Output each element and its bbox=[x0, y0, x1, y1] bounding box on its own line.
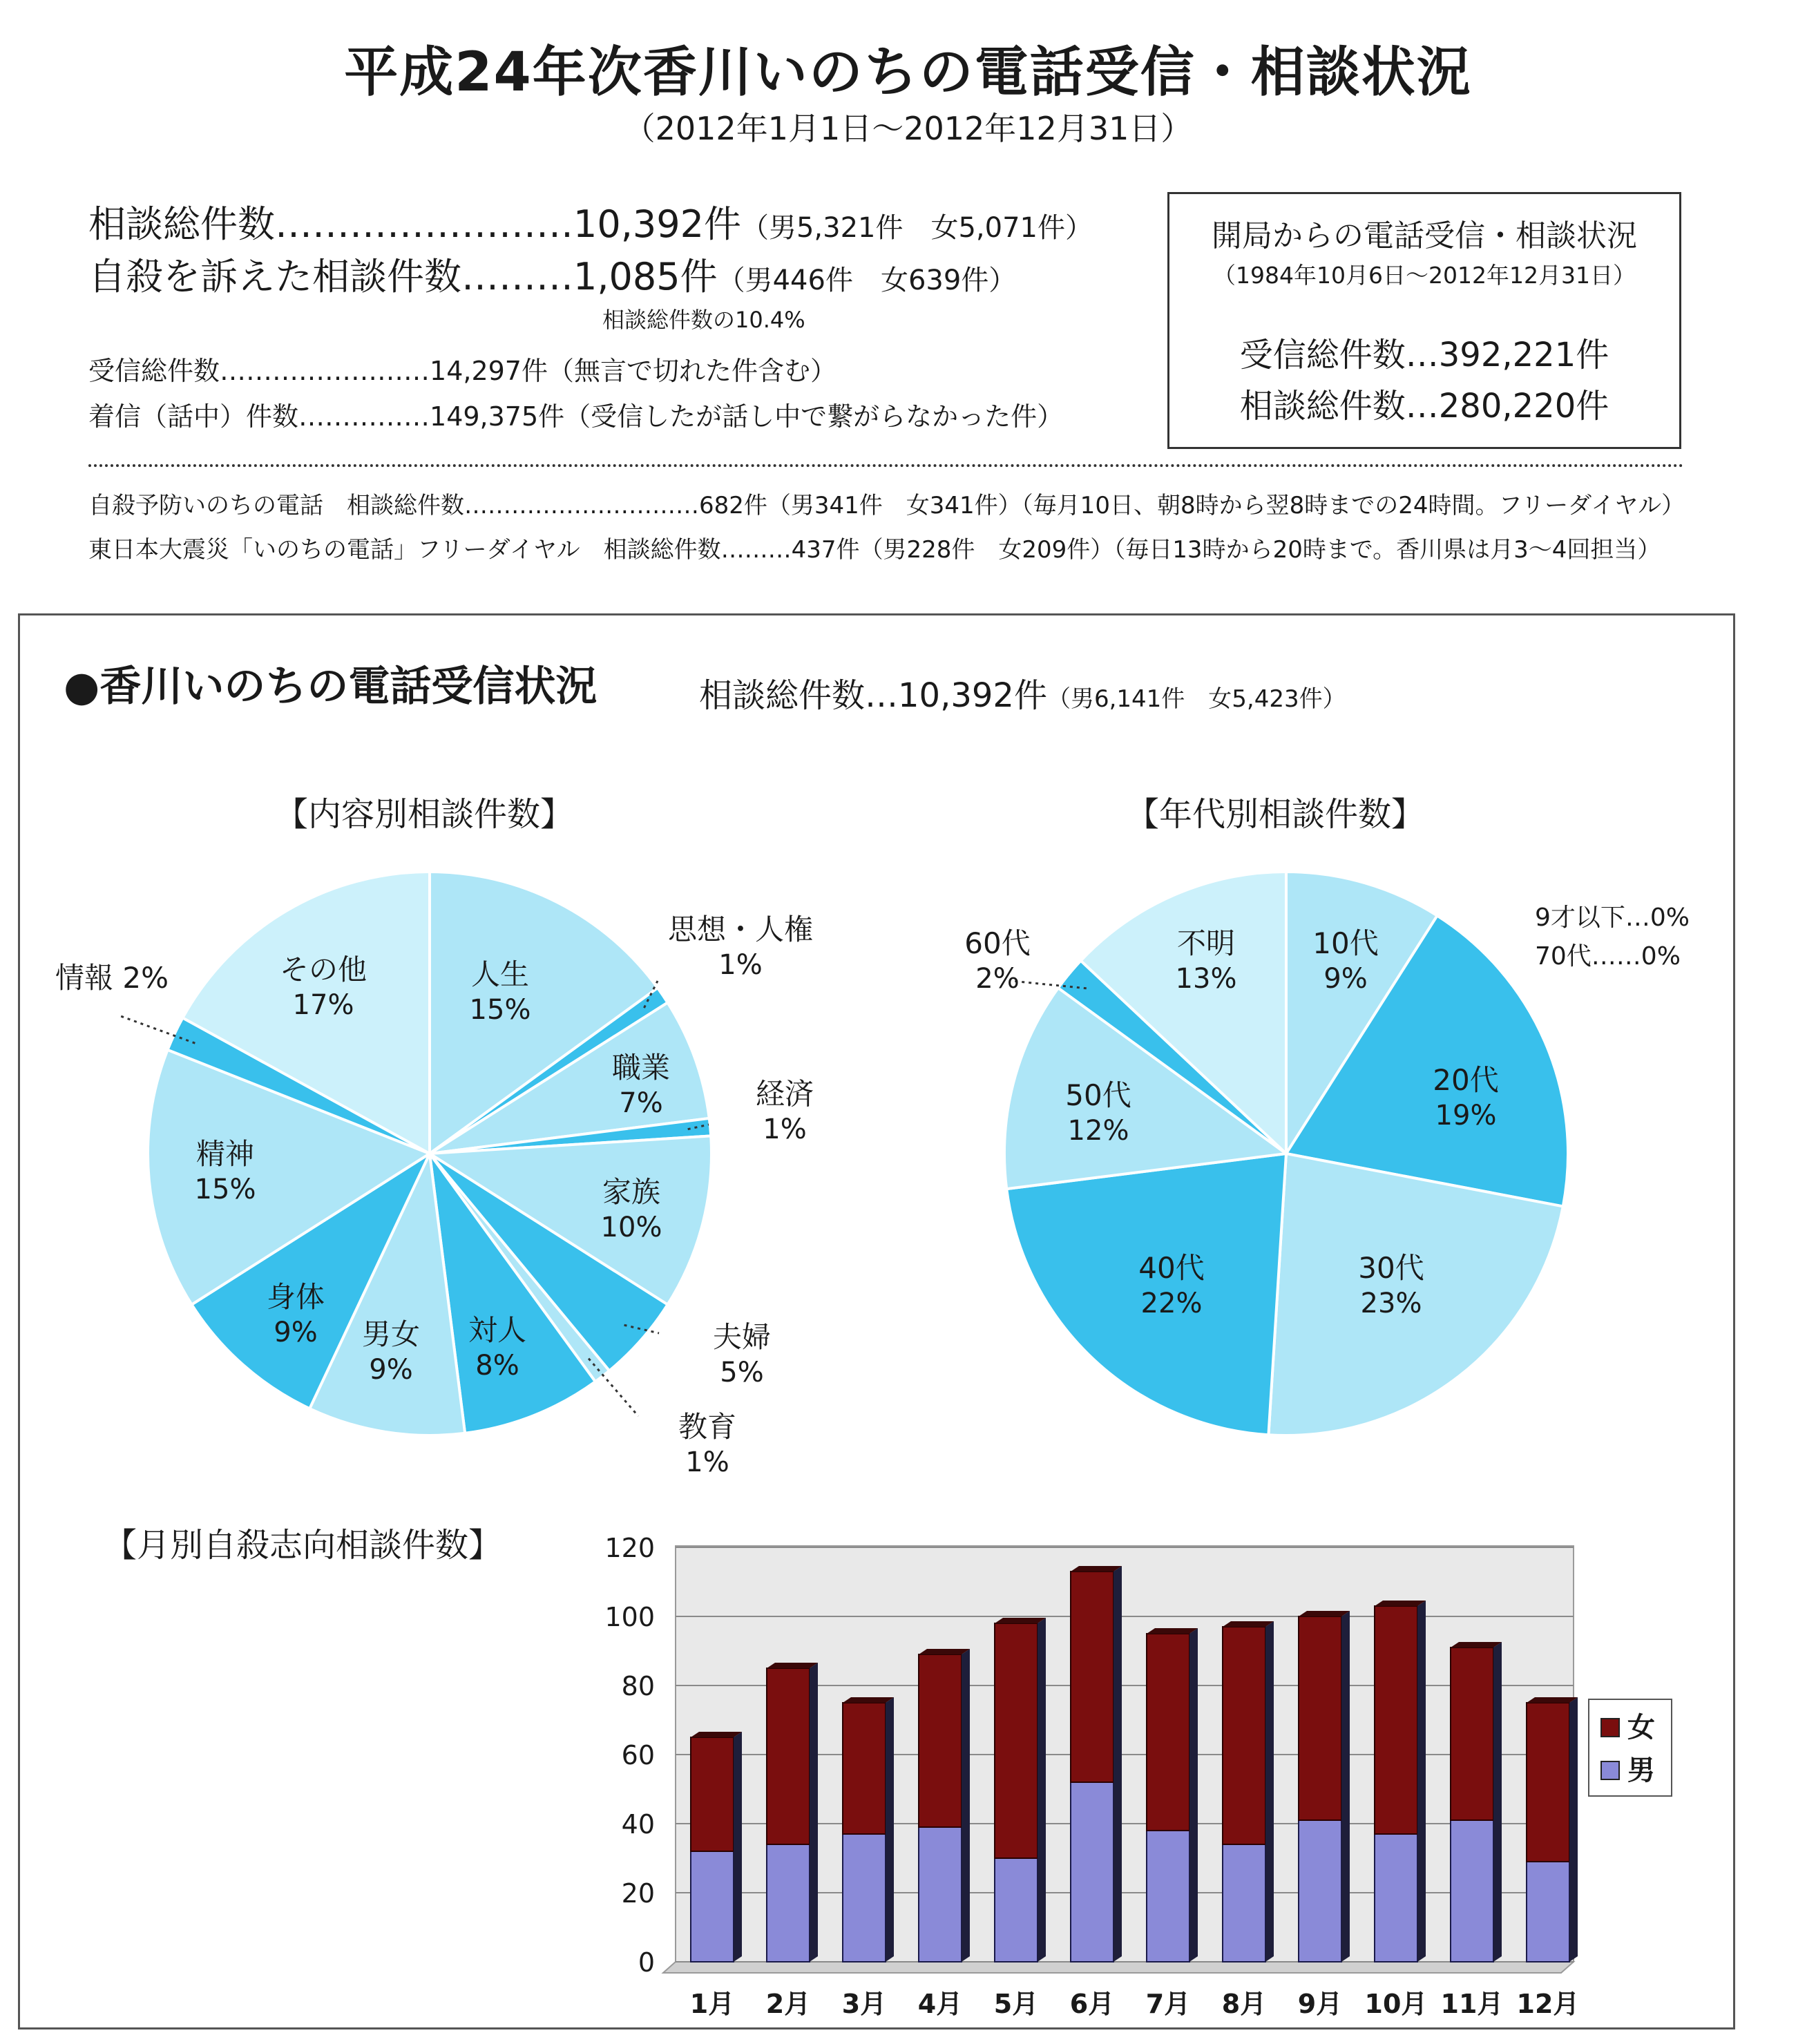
pie-value-50代: 12% bbox=[1067, 1115, 1129, 1147]
consult-total-line bbox=[88, 195, 1093, 248]
bar-side-4月 bbox=[962, 1649, 970, 1962]
suicide-ratio: 相談総件数の10.4% bbox=[602, 307, 805, 333]
consult-detail: （男5,321件 女5,071件） bbox=[740, 212, 1093, 244]
bar-female-3月 bbox=[843, 1703, 886, 1834]
page-title: 平成24年次香川いのちの電話受信・相談状況 bbox=[344, 41, 1472, 104]
bar-side-2月 bbox=[810, 1663, 818, 1962]
bar-male-12月 bbox=[1527, 1862, 1569, 1962]
bar-female-12月 bbox=[1527, 1703, 1569, 1862]
legend-swatch-男 bbox=[1601, 1761, 1619, 1779]
panel-total-line bbox=[699, 669, 1346, 716]
pie-value-不明: 13% bbox=[1175, 963, 1237, 995]
pie-value-身体: 9% bbox=[274, 1317, 318, 1348]
consult-label: 相談総件数 bbox=[88, 202, 275, 246]
bar-top-7月 bbox=[1147, 1628, 1198, 1634]
pie-label-50代: 50代 bbox=[1065, 1078, 1131, 1112]
pie-value-20代: 19% bbox=[1435, 1100, 1497, 1131]
pie-value-男女: 9% bbox=[369, 1354, 413, 1386]
divider bbox=[88, 464, 1684, 467]
page-period: （2012年1月1日～2012年12月31日） bbox=[623, 110, 1193, 147]
pie-label-経済: 経済 bbox=[755, 1077, 814, 1111]
pie-value-夫婦: 5% bbox=[720, 1357, 764, 1388]
y-tick-label: 40 bbox=[621, 1809, 655, 1840]
bar-top-10月 bbox=[1375, 1601, 1426, 1606]
bar-side-9月 bbox=[1341, 1611, 1350, 1962]
bar-male-6月 bbox=[1071, 1782, 1114, 1962]
bar-top-1月 bbox=[691, 1732, 742, 1737]
y-tick-label: 60 bbox=[621, 1740, 655, 1770]
since-open-period: （1984年10月6日～2012年12月31日） bbox=[1213, 262, 1636, 289]
bar-female-9月 bbox=[1299, 1616, 1341, 1820]
busy-value: 149,375件（受信したが話し中で繋がらなかった件） bbox=[430, 401, 1064, 432]
pie-label-10代: 10代 bbox=[1312, 926, 1379, 960]
pie-value-30代: 23% bbox=[1360, 1288, 1422, 1319]
bar-male-2月 bbox=[767, 1844, 810, 1962]
bar-female-4月 bbox=[919, 1654, 962, 1827]
bar-side-1月 bbox=[734, 1732, 742, 1962]
pie-label-情報: 情報 2% bbox=[55, 961, 169, 995]
pie-value-精神: 15% bbox=[194, 1174, 256, 1205]
bar-male-5月 bbox=[995, 1858, 1038, 1962]
bar-female-11月 bbox=[1451, 1647, 1493, 1820]
y-tick-label: 20 bbox=[621, 1878, 655, 1909]
x-tick-label: 1月 bbox=[689, 1989, 735, 2019]
pie-label-教育: 教育 bbox=[678, 1410, 737, 1444]
bar-female-5月 bbox=[995, 1623, 1038, 1858]
x-tick-label: 11月 bbox=[1440, 1989, 1504, 2019]
panel-heading: ●香川いのちの電話受信状況 bbox=[64, 662, 598, 711]
bar-side-10月 bbox=[1417, 1601, 1426, 1962]
pie-value-60代: 2% bbox=[975, 963, 1020, 995]
pie-value-家族: 10% bbox=[600, 1212, 662, 1243]
bar-female-6月 bbox=[1071, 1572, 1114, 1782]
busy-label: 着信（話中）件数 bbox=[88, 401, 299, 432]
suicide-detail: （男446件 女639件） bbox=[717, 265, 1017, 296]
pie2-title: 【年代別相談件数】 bbox=[1126, 795, 1425, 834]
pie-value-職業: 7% bbox=[619, 1087, 663, 1119]
bar-male-1月 bbox=[691, 1851, 734, 1962]
y-tick-label: 80 bbox=[621, 1671, 655, 1701]
bar-side-3月 bbox=[886, 1697, 894, 1962]
bar-female-8月 bbox=[1223, 1627, 1265, 1844]
pie-label-思想・人権: 思想・人権 bbox=[667, 913, 814, 946]
consult-value: 10,392件 bbox=[573, 202, 741, 246]
received-label: 受信総件数 bbox=[88, 356, 220, 386]
plot-floor bbox=[663, 1962, 1574, 1973]
panel-total-detail: （男6,141件 女5,423件） bbox=[1046, 685, 1346, 713]
pie-value-10代: 9% bbox=[1323, 963, 1368, 995]
bar-top-2月 bbox=[767, 1663, 818, 1668]
pie-label-精神: 精神 bbox=[195, 1137, 255, 1171]
bar-female-1月 bbox=[691, 1737, 734, 1851]
legend-label-男: 男 bbox=[1627, 1755, 1655, 1786]
x-tick-label: 12月 bbox=[1516, 1989, 1580, 2019]
y-tick-label: 100 bbox=[604, 1602, 655, 1632]
bar-top-9月 bbox=[1299, 1611, 1350, 1616]
pie-value-思想・人権: 1% bbox=[718, 949, 763, 981]
x-tick-label: 3月 bbox=[841, 1989, 887, 2019]
since-open-received: 受信総件数…392,221件 bbox=[1239, 336, 1609, 374]
bar-top-6月 bbox=[1071, 1566, 1122, 1572]
received-line bbox=[88, 350, 837, 388]
since-open-box bbox=[1167, 192, 1681, 449]
y-tick-label: 0 bbox=[638, 1947, 655, 1978]
bar-side-11月 bbox=[1493, 1642, 1502, 1962]
bar-top-8月 bbox=[1223, 1621, 1274, 1627]
pie-chart-content bbox=[0, 829, 898, 1506]
received-dots: …………………… bbox=[220, 356, 430, 386]
pie1-title: 【内容別相談件数】 bbox=[275, 795, 574, 834]
x-tick-label: 2月 bbox=[765, 1989, 811, 2019]
bar-male-10月 bbox=[1375, 1834, 1417, 1962]
extra-line-1: 自殺予防いのちの電話 相談総件数…………………………682件（男341件 女341件）（毎月10日、朝8時から翌8時までの24時間。フリーダイヤル） bbox=[88, 492, 1685, 519]
pie-label-身体: 身体 bbox=[266, 1280, 325, 1314]
bar-male-3月 bbox=[843, 1834, 886, 1962]
bar-top-3月 bbox=[843, 1697, 894, 1703]
busy-dots: …………… bbox=[298, 401, 430, 432]
suicide-label: 自殺を訴えた相談件数 bbox=[88, 255, 461, 298]
pie-label-20代: 20代 bbox=[1433, 1063, 1499, 1097]
pie-label-不明: 不明 bbox=[1176, 926, 1236, 960]
x-tick-label: 4月 bbox=[917, 1989, 963, 2019]
busy-line bbox=[88, 395, 1063, 433]
pie-label-人生: 人生 bbox=[470, 957, 530, 991]
pie-label-夫婦: 夫婦 bbox=[712, 1320, 772, 1354]
pie-value-教育: 1% bbox=[685, 1446, 729, 1478]
received-value: 14,297件（無言で切れた件含む） bbox=[430, 356, 837, 386]
pie-value-その他: 17% bbox=[292, 989, 354, 1021]
x-tick-label: 8月 bbox=[1221, 1989, 1267, 2019]
bar-male-7月 bbox=[1147, 1831, 1189, 1962]
pie-label-60代: 60代 bbox=[964, 926, 1031, 960]
x-tick-label: 10月 bbox=[1364, 1989, 1428, 2019]
pie-value-人生: 15% bbox=[469, 994, 531, 1026]
bar-side-6月 bbox=[1114, 1566, 1122, 1962]
bar-female-7月 bbox=[1147, 1634, 1189, 1831]
pie-label-30代: 30代 bbox=[1358, 1251, 1424, 1285]
pie-label-その他: その他 bbox=[279, 953, 367, 986]
x-tick-label: 9月 bbox=[1297, 1989, 1343, 2019]
pie2-note-1: 9才以下…0% bbox=[1535, 904, 1690, 932]
extra-line-2: 東日本大震災「いのちの電話」フリーダイヤル 相談総件数………437件（男228件 女209件）（毎日13時から20時まで。香川県は月3～4回担当） bbox=[88, 536, 1661, 564]
pie-label-職業: 職業 bbox=[611, 1051, 671, 1085]
bar-top-12月 bbox=[1527, 1697, 1578, 1703]
y-tick-label: 120 bbox=[604, 1533, 655, 1563]
pie-value-経済: 1% bbox=[763, 1114, 807, 1145]
since-open-title: 開局からの電話受信・相談状況 bbox=[1212, 218, 1637, 254]
suicide-line bbox=[88, 247, 1016, 300]
bar-female-10月 bbox=[1375, 1606, 1417, 1834]
bar-top-5月 bbox=[995, 1618, 1046, 1623]
bar-female-2月 bbox=[767, 1668, 810, 1844]
bar-male-8月 bbox=[1223, 1844, 1265, 1962]
bar-top-11月 bbox=[1451, 1642, 1502, 1647]
pie-label-家族: 家族 bbox=[602, 1175, 661, 1209]
bar-male-11月 bbox=[1451, 1820, 1493, 1962]
x-tick-label: 6月 bbox=[1069, 1989, 1115, 2019]
since-open-consult: 相談総件数…280,220件 bbox=[1239, 387, 1609, 426]
x-tick-label: 7月 bbox=[1145, 1989, 1191, 2019]
bar-side-12月 bbox=[1569, 1697, 1578, 1962]
legend-swatch-女 bbox=[1601, 1719, 1619, 1737]
bar-top-4月 bbox=[919, 1649, 970, 1654]
suicide-dots: ……… bbox=[461, 255, 573, 298]
legend-label-女: 女 bbox=[1627, 1712, 1655, 1744]
bar-side-7月 bbox=[1189, 1628, 1198, 1962]
bar-side-5月 bbox=[1038, 1618, 1046, 1962]
suicide-value: 1,085件 bbox=[573, 255, 718, 298]
x-tick-label: 5月 bbox=[993, 1989, 1039, 2019]
bar-male-4月 bbox=[919, 1827, 962, 1962]
pie-label-男女: 男女 bbox=[361, 1317, 421, 1351]
bar-side-8月 bbox=[1265, 1621, 1274, 1962]
pie-value-対人: 8% bbox=[475, 1350, 519, 1382]
bar-chart-monthly bbox=[566, 1506, 1655, 2019]
pie-label-40代: 40代 bbox=[1138, 1251, 1205, 1285]
pie-label-対人: 対人 bbox=[468, 1313, 527, 1347]
bar-male-9月 bbox=[1299, 1820, 1341, 1962]
bar-title: 【月別自殺志向相談件数】 bbox=[104, 1526, 502, 1565]
pie-value-40代: 22% bbox=[1140, 1288, 1203, 1319]
consult-dots: …………………… bbox=[275, 202, 573, 246]
panel-total: 相談総件数…10,392件 bbox=[699, 676, 1047, 715]
pie2-note-2: 70代……0% bbox=[1535, 942, 1681, 971]
